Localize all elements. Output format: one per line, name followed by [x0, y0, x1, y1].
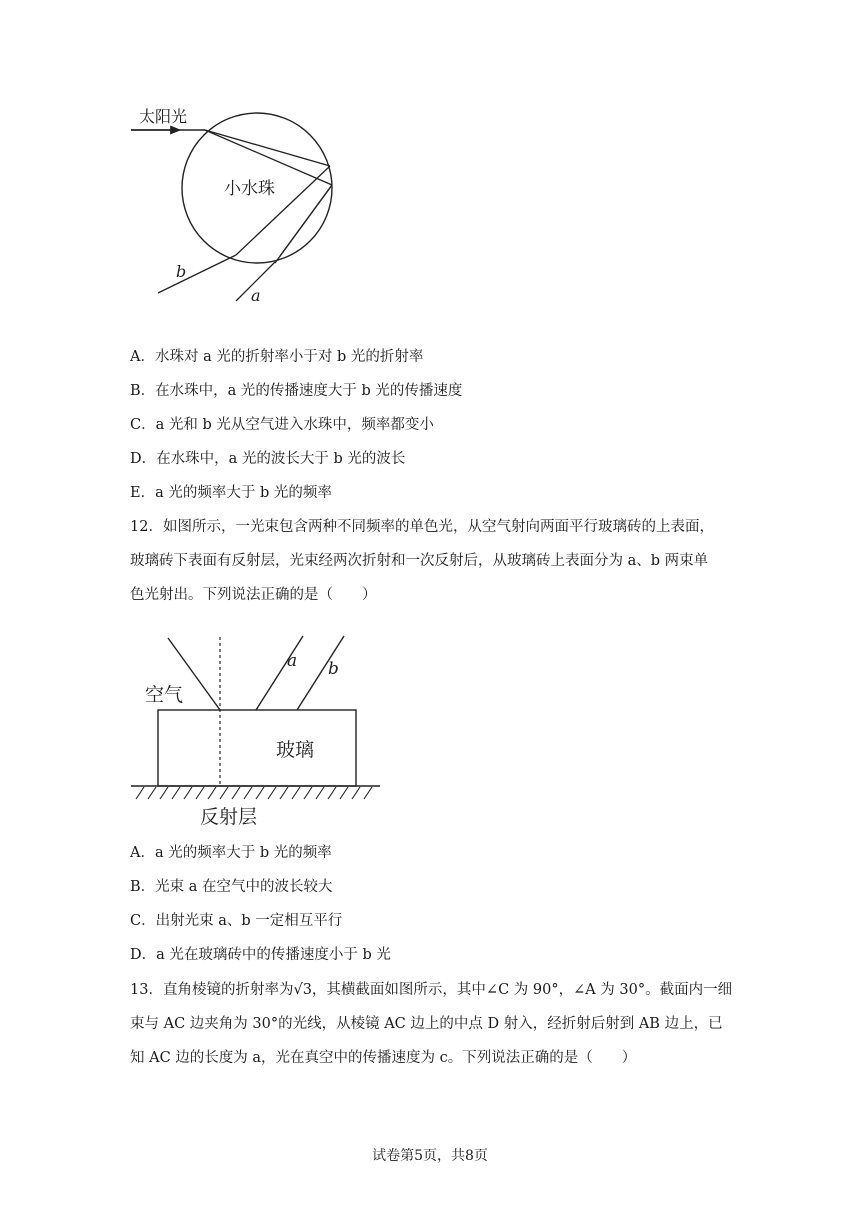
air-label: 空气	[145, 684, 184, 706]
ray-b-label: b	[176, 262, 187, 281]
q11-option-e: E．a 光的频率大于 b 光的频率	[130, 485, 332, 501]
q11-option-c: C．a 光和 b 光从空气进入水珠中，频率都变小	[130, 417, 434, 433]
ray-b	[158, 255, 236, 293]
q13-stem-line3: 知 AC 边的长度为 a，光在真空中的传播速度为 c。下列说法正确的是（ ）	[130, 1050, 637, 1066]
q12-stem-line3: 色光射出。下列说法正确的是（ ）	[130, 587, 377, 603]
figure-water-droplet	[120, 95, 380, 310]
q12-option-c: C．出射光束 a、b 一定相互平行	[130, 913, 343, 929]
droplet-label: 小水珠	[224, 179, 275, 199]
glass-block	[158, 710, 356, 786]
figure-glass-slab	[125, 625, 385, 830]
ray-a-label-2: a	[287, 651, 298, 671]
q12-stem-line2: 玻璃砖下表面有反射层，光束经两次折射和一次反射后，从玻璃砖上表面分为 a、b 两束单	[130, 553, 709, 569]
q12-option-a: A．a 光的频率大于 b 光的频率	[130, 845, 332, 861]
glass-label: 玻璃	[276, 739, 315, 761]
ray-b-label-2: b	[328, 659, 339, 679]
q12-option-b: B．光束 a 在空气中的波长较大	[130, 879, 333, 895]
q11-option-b: B．在水珠中，a 光的传播速度大于 b 光的传播速度	[130, 383, 463, 399]
q13-stem-line2: 束与 AC 边夹角为 30°的光线，从棱镜 AC 边上的中点 D 射入，经折射后射到 AB 边上，已	[130, 1016, 723, 1032]
q13-stem-line1: 13．直角棱镜的折射率为√3，其横截面如图所示，其中∠C 为 90°，∠A 为 30°。截面内一细	[130, 982, 733, 998]
ray-a-label: a	[251, 286, 261, 305]
q11-option-d: D．在水珠中，a 光的波长大于 b 光的波长	[130, 451, 406, 467]
exit-ray-a	[256, 636, 303, 710]
glass-diagram	[125, 625, 385, 830]
q11-option-a: A．水珠对 a 光的折射率小于对 b 光的折射率	[130, 349, 424, 365]
page-footer: 试卷第5页，共8页	[372, 1148, 488, 1164]
q12-option-d: D．a 光在玻璃砖中的传播速度小于 b 光	[130, 947, 391, 963]
droplet-diagram	[120, 95, 380, 310]
reflective-layer-label: 反射层	[200, 806, 258, 828]
q12-stem-line1: 12．如图所示，一光束包含两种不同频率的单色光，从空气射向两面平行玻璃砖的上表面，	[130, 519, 714, 535]
sunlight-label: 太阳光	[139, 107, 188, 126]
